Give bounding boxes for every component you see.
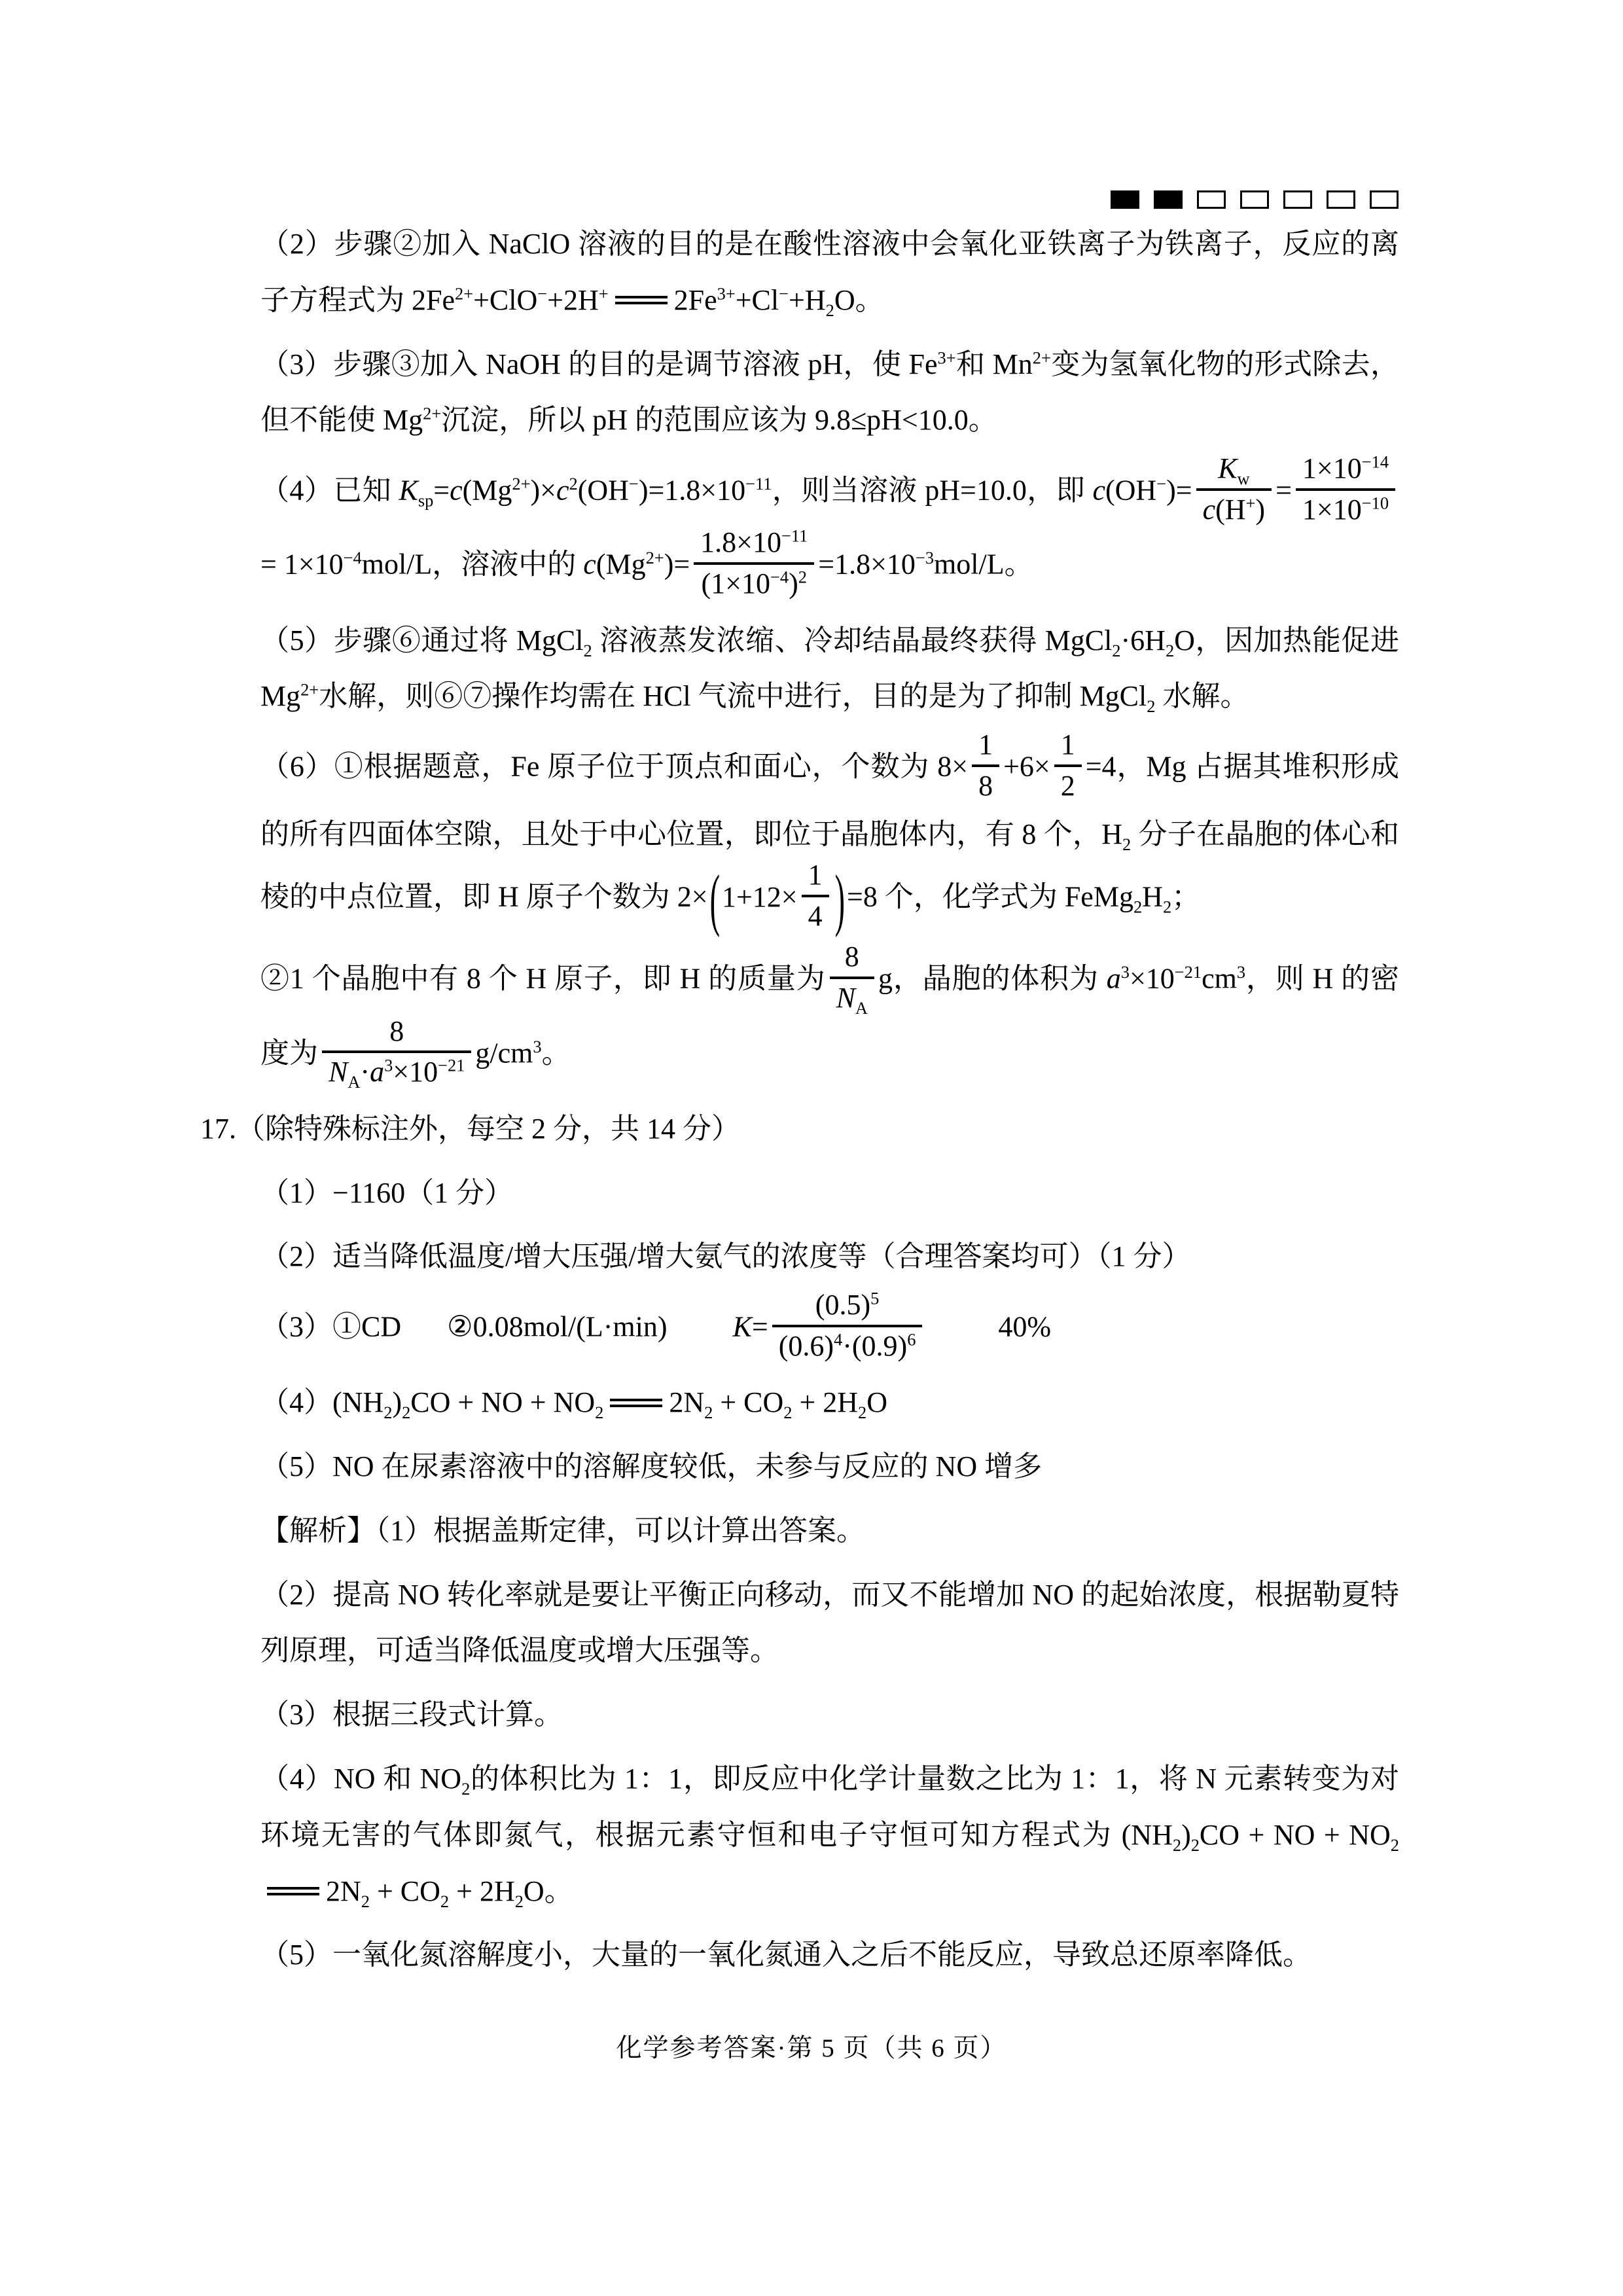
answer-17-3: （3）①CD ②0.08mol/(L·min) K= $\frac{(0.5)^5}{(0.6)^4\cdot(0.9)^6}$ 40% [260, 1288, 1052, 1362]
fraction: $\frac{1}{4}$ [802, 859, 829, 933]
analysis-17-3: （3）根据三段式计算。 [260, 1698, 563, 1731]
marker-square-empty [1197, 190, 1226, 209]
page-footer-text: 化学参考答案·第 5 页（共 6 页） [616, 2034, 1007, 2062]
fraction: $\frac{1}{2}$ [1054, 728, 1082, 802]
fraction: $\frac{8}{N_A\cdot a^3\times 10^{-21}}$ [322, 1015, 471, 1089]
marker-square-filled [1154, 190, 1183, 209]
analysis-17-2: （2）提高 NO 转化率就是要让平衡正向移动，而又不能增加 NO 的起始浓度，根据勒夏特列原理，可适当降低温度或增大压强等。 [260, 1578, 1399, 1667]
analysis-17-4: （4）NO 和 $NO_2$的体积比为 1：1，即反应中化学计量数之比为 1：1，将 N 元素转变为对环境无害的气体即氮气，根据元素守恒和电子守恒可知方程式为 $(NH_2)_2CO$ + NO + $NO_22N_2 + CO_2 + 2H_2O$。 [260, 1763, 1399, 1911]
alignment-markers [1111, 190, 1399, 209]
fraction: $\frac{8}{N_A}$ [830, 941, 874, 1014]
double-bond-equals-sign [615, 296, 668, 304]
marker-square-empty [1240, 190, 1269, 209]
answer-16-6-2: ②1 个晶胞中有 8 个 H 原子，即 H 的质量为 $\frac{8}{N_A}$ g，晶胞的体积为 $a^3\times 10^{-21}cm^3$，则 H 的密度为 $\frac{8}{N_A\cdot a^3\times 10^{-21}}$ $g/cm^3$。 [260, 941, 1400, 1092]
fraction: $\frac{1.8\times 10^{-11}}{(1\times 10^{-4})^2}$ [694, 526, 814, 600]
fraction: $\frac{1\times 10^{-14}}{1\times 10^{-10}}$ [1296, 452, 1395, 526]
double-bond-equals-sign [610, 1399, 662, 1407]
answer-17-1: （1）−1160（1 分） [260, 1176, 514, 1209]
fraction: $\frac{(0.5)^5}{(0.6)^4\cdot(0.9)^6}$ [772, 1289, 923, 1363]
marker-square-empty [1283, 190, 1312, 209]
answer-16-2: （2）步骤②加入 NaClO 溶液的目的是在酸性溶液中会氧化亚铁离子为铁离子，反应的离子方程式为 $2Fe^{2+}+ClO^-+2H^+$ $2Fe^{3+}+Cl^-+H_2O$。 [260, 228, 1399, 320]
marker-square-filled [1111, 190, 1139, 209]
marker-square-empty [1327, 190, 1355, 209]
answer-17-4: $(4)(NH_2)_2CO$ + NO + $NO_2$ $2N_2 + CO_2 + 2H_2O$ [260, 1386, 888, 1423]
fraction: $\frac{1}{8}$ [972, 728, 999, 802]
parenthesized-group: (1+12× $\frac{1}{4}$ ) [709, 859, 846, 938]
answer-17-5: （5）NO 在尿素溶液中的溶解度较低，未参与反应的 NO 增多 [260, 1450, 1043, 1483]
answer-16-6-1: （6）①根据题意，Fe 原子位于顶点和面心，个数为 8× $\frac{1}{8}$ +6× $\frac{1}{2}$ =4，Mg 占据其堆积形成的所有四面体空隙，且处于中心位置，即位于晶胞体内，有 8 个，$H_2$ 分子在晶胞的体心和棱的中点位置，即 H 原子个数为 2×(1+12× $\frac{1}{4}$ )=8 个，化学式为 $FeMg_2H_2$； [260, 728, 1400, 938]
answer-16-3: （3）步骤③加入 NaOH 的目的是调节溶液 pH，使 $Fe^{3+}$和 $Mn^{2+}$变为氢氧化物的形式除去，但不能使 $Mg^{2+}$沉淀，所以 pH 的范围应该为 9.8≤pH<10.0。 [260, 347, 1399, 437]
fraction: $\frac{K_w}{c(H^+)}$ [1196, 452, 1272, 526]
marker-square-empty [1370, 190, 1399, 209]
analysis-17-1: 【解析】（1）根据盖斯定律，可以计算出答案。 [260, 1514, 865, 1547]
analysis-17-5: （5）一氧化氮溶解度小，大量的一氧化氮通入之后不能反应，导致总还原率降低。 [260, 1939, 1311, 1971]
answer-16-4: （4）已知 $K_{sp}=c(Mg^{2+})\times c^2(OH^-)=1.8\times 10^{-11}$，则当溶液 pH=10.0，即 c(OH−)= $\frac{K_w}{c(H^+)}$ = $\frac{1\times 10^{-14}}{1\times 10^{-10}}$ = $1\times 10^{-4}mol/L$，溶液中的 $c(Mg^{2+})=$ $\frac{1.8\times 10^{-11}}{(1\times 10^{-4})^2}$ $=1.8\times 10^{-3}mol/L$。 [260, 456, 1399, 604]
answers-content [200, 216, 1400, 1991]
answer-17-header: 17.（除特殊标注外，每空 2 分，共 14 分） [200, 1112, 740, 1145]
page-footer [0, 2028, 1623, 2064]
answer-17-2: （2）适当降低温度/增大压强/增大氨气的浓度等（合理答案均可）（1 分） [260, 1240, 1191, 1273]
answer-16-5: （5）步骤⑥通过将 MgCl$_2$ 溶液蒸发浓缩、冷却结晶最终获得 $MgCl_2\cdot 6H_2O$，因加热能促进 $Mg^{2+}$水解，则⑥⑦操作均需在 HCl 气流中进行，目的是为了抑制 MgCl$_2$ 水解。 [260, 624, 1399, 717]
double-bond-equals-sign [267, 1887, 319, 1895]
